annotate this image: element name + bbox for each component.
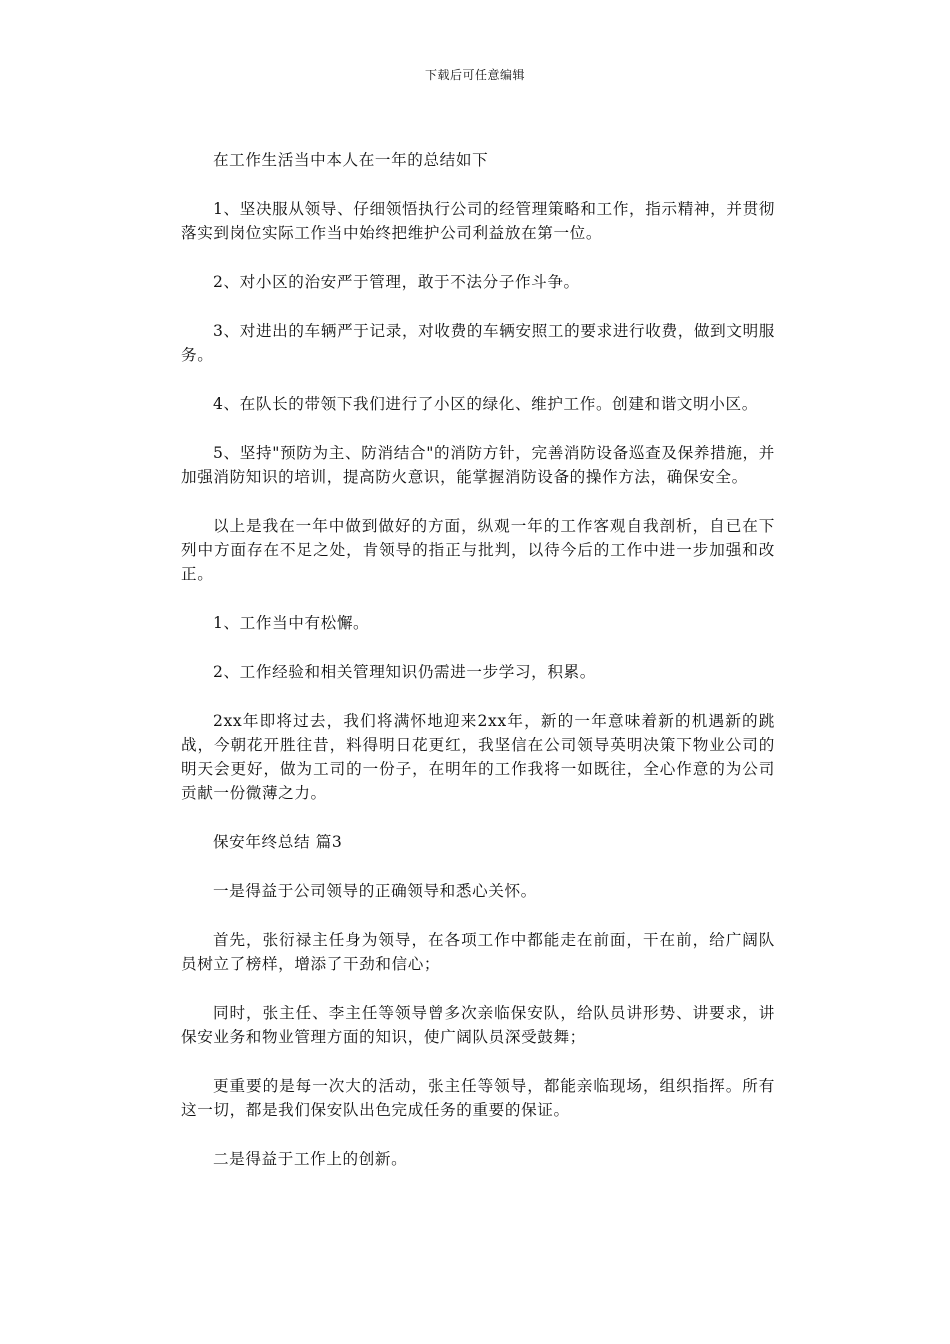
- paragraph-point-1: 一是得益于公司领导的正确领导和悉心关怀。: [212, 882, 537, 900]
- paragraph-item-3: 3、对进出的车辆严于记录，对收费的车辆安照工的要求进行收费，做到文明服务。: [181, 322, 775, 364]
- paragraph-shortcoming-1: 1、工作当中有松懈。: [212, 614, 370, 632]
- paragraph-leadership-3: 更重要的是每一次大的活动，张主任等领导，都能亲临现场，组织指挥。所有这一切，都是我们保安队出色完成任务的重要的保证。: [181, 1077, 775, 1119]
- document-body: [181, 148, 775, 1196]
- paragraph-item-2: 2、对小区的治安严于管理，敢于不法分子作斗争。: [212, 273, 580, 291]
- paragraph-self-review: 以上是我在一年中做到做好的方面，纵观一年的工作客观自我剖析，自已在下列中方面存在不足之处，肯领导的指正与批判，以待今后的工作中进一步加强和改正。: [181, 517, 775, 583]
- paragraph-item-5: 5、坚持"预防为主、防消结合"的消防方针，完善消防设备巡查及保养措施，并加强消防知识的培训，提高防火意识，能掌握消防设备的操作方法，确保安全。: [181, 444, 775, 486]
- paragraph-leadership-1: 首先，张衍禄主任身为领导，在各项工作中都能走在前面，干在前，给广阔队员树立了榜样，增添了干劲和信心；: [181, 931, 775, 973]
- paragraph-intro: 在工作生活当中本人在一年的总结如下: [212, 151, 489, 169]
- section-title: 保安年终总结 篇3: [212, 833, 343, 851]
- paragraph-item-1: 1、坚决服从领导、仔细领悟执行公司的经管理策略和工作，指示精神，并贯彻落实到岗位实际工作当中始终把维护公司利益放在第一位。: [181, 200, 775, 242]
- paragraph-leadership-2: 同时，张主任、李主任等领导曾多次亲临保安队，给队员讲形势、讲要求，讲保安业务和物业管理方面的知识，使广阔队员深受鼓舞；: [181, 1004, 775, 1046]
- paragraph-point-2: 二是得益于工作上的创新。: [212, 1150, 408, 1168]
- paragraph-item-4: 4、在队长的带领下我们进行了小区的绿化、维护工作。创建和谐文明小区。: [212, 395, 758, 413]
- page-header-note: 下载后可任意编辑: [424, 68, 525, 82]
- paragraph-shortcoming-2: 2、工作经验和相关管理知识仍需进一步学习，积累。: [212, 663, 596, 681]
- paragraph-outlook: 2xx年即将过去，我们将满怀地迎来2xx年，新的一年意味着新的机遇新的跳战，今朝花开胜往昔，料得明日花更红，我坚信在公司领导英明决策下物业公司的明天会更好，做为工司的一份子，在明年的工作我将一如既往，全心作意的为公司贡献一份微薄之力。: [181, 712, 775, 802]
